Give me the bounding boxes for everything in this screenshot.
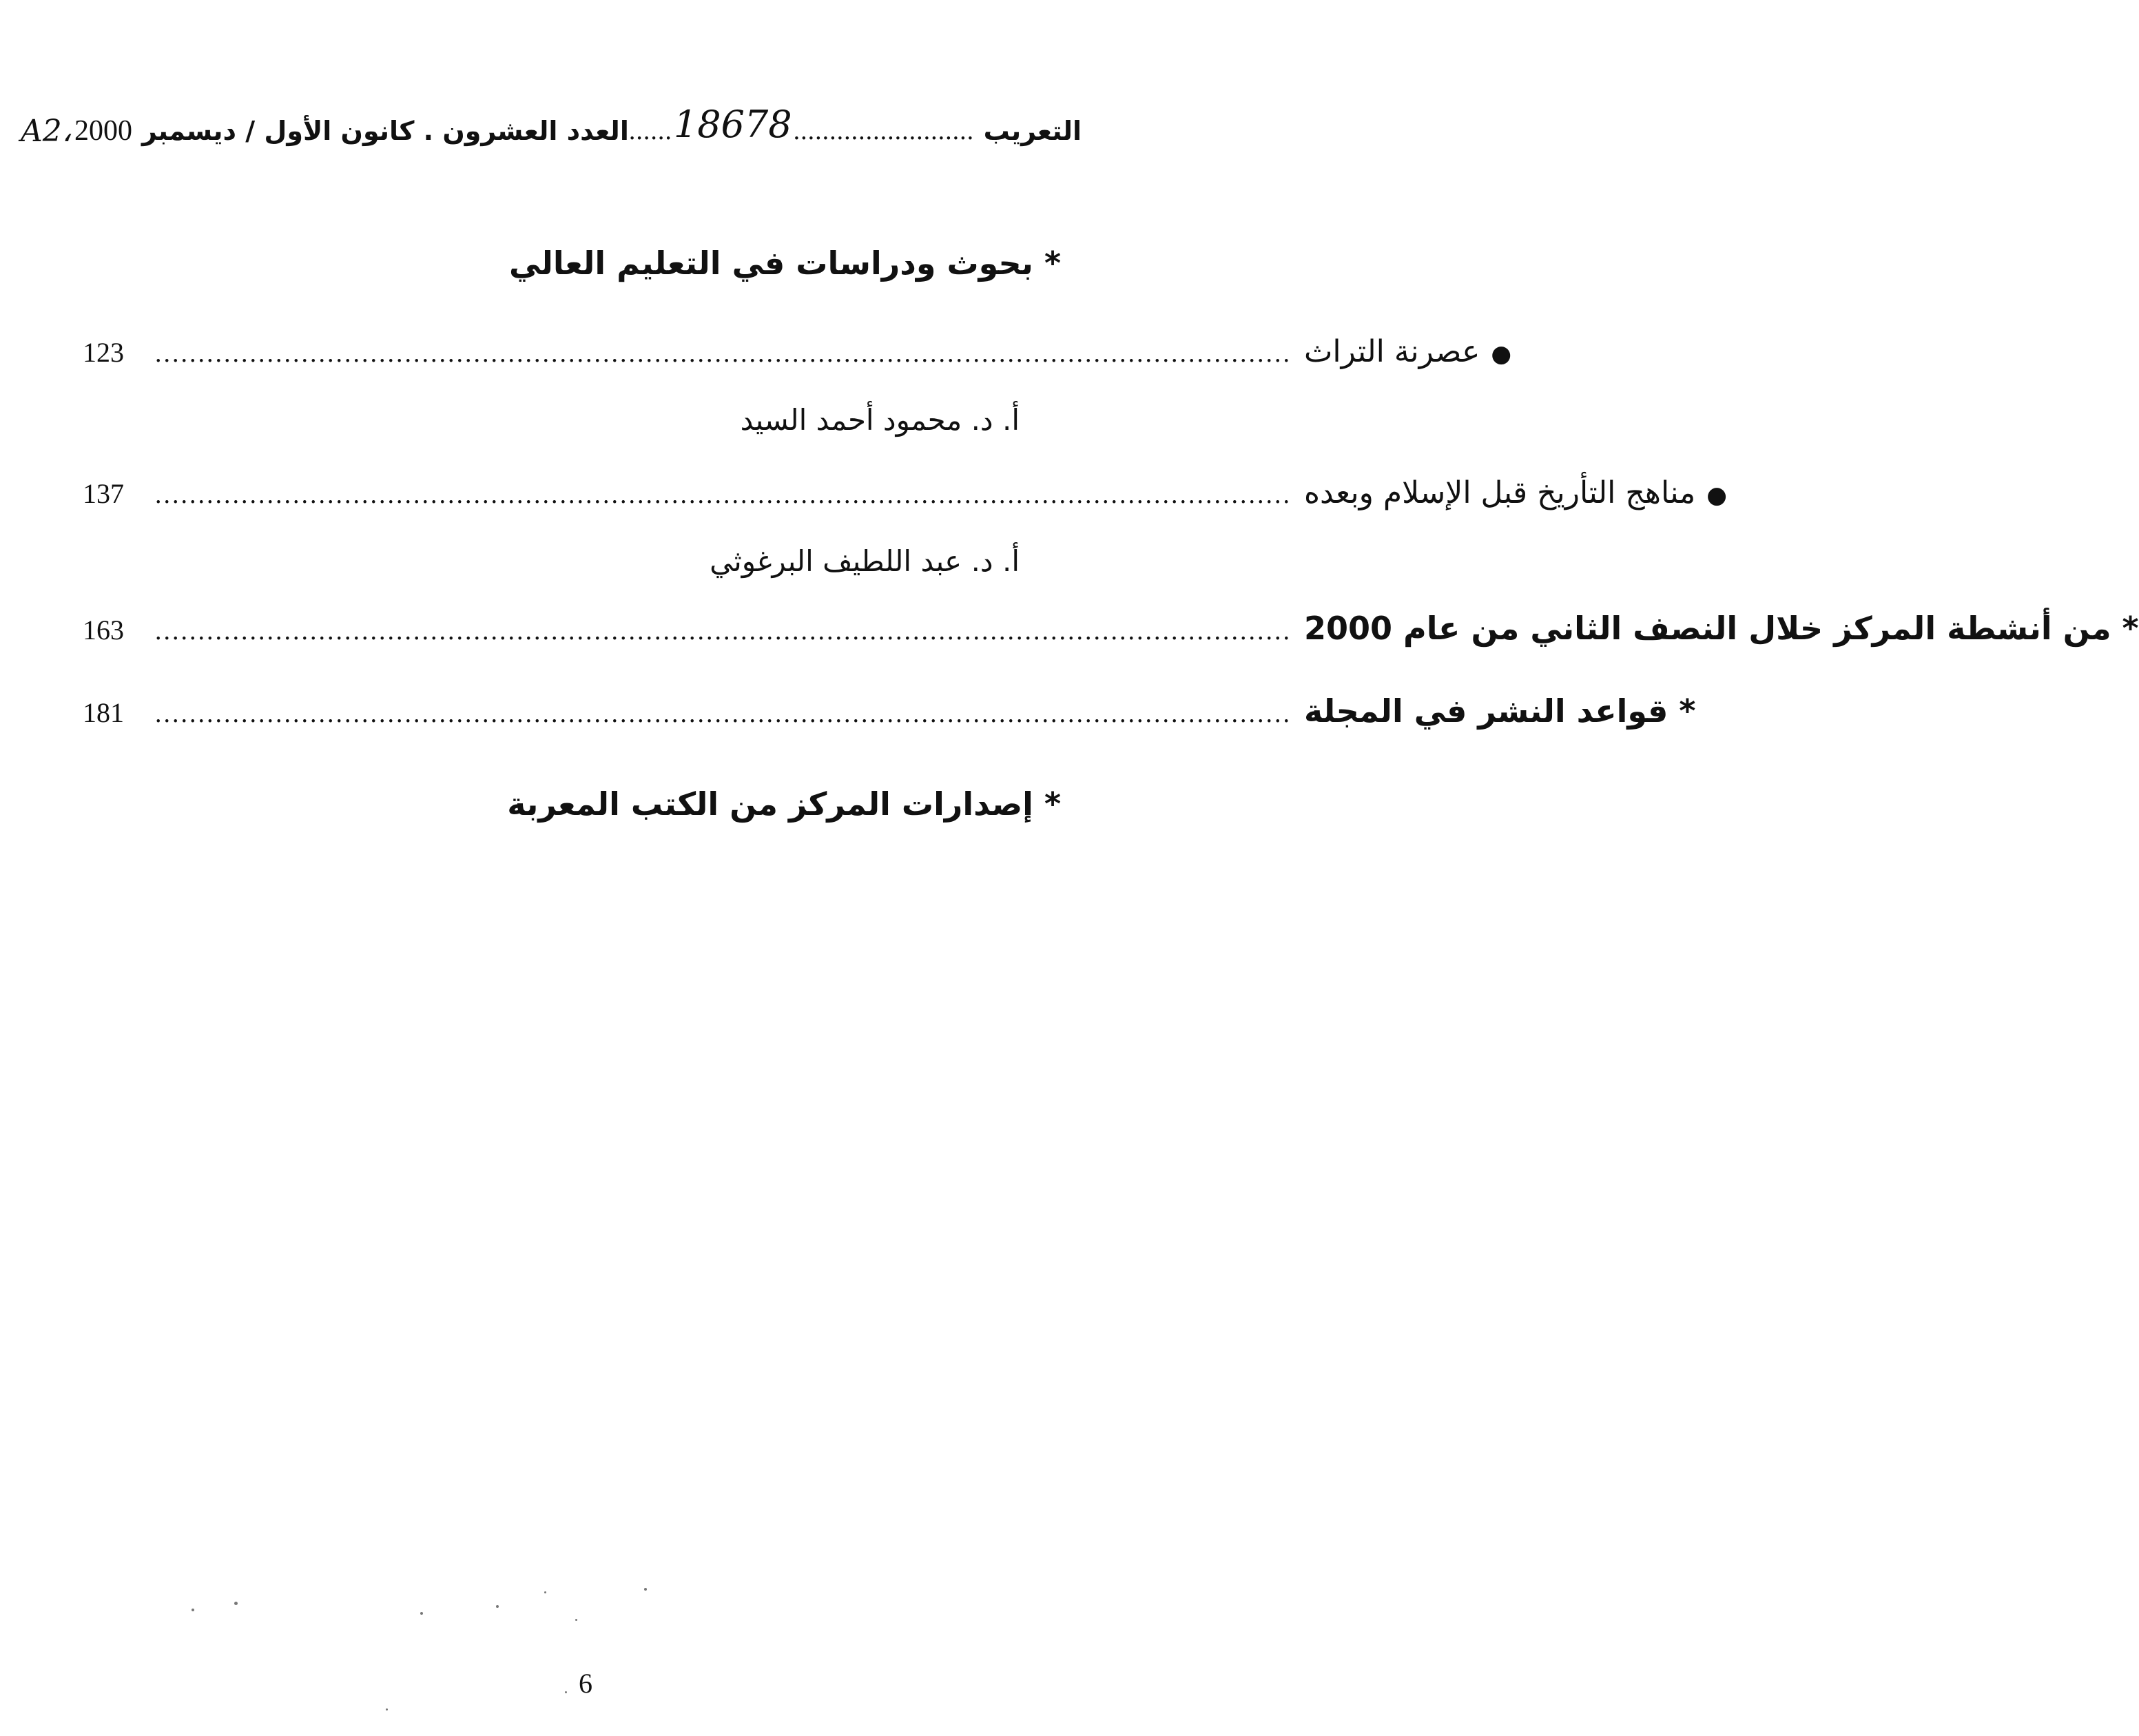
- section-star-icon: *: [1044, 785, 1061, 823]
- toc-page-number: 123: [83, 337, 124, 368]
- header-dots-left: ......: [628, 116, 672, 145]
- dot-leader: ....................................................................................................................................: [155, 699, 1292, 728]
- scan-speck: [420, 1612, 423, 1615]
- bullet-icon: ●: [1491, 340, 1512, 368]
- running-header: [21, 103, 1082, 158]
- scan-speck: [192, 1609, 194, 1611]
- section-title: قواعد النشر في المجلة: [1304, 692, 1668, 730]
- journal-name: التعريب: [983, 116, 1082, 146]
- page-number: 6: [579, 1668, 592, 1699]
- toc-section-entry: [83, 692, 1696, 730]
- toc-entry-author-row: [83, 403, 1020, 437]
- scan-speck: [234, 1602, 238, 1605]
- toc-section-entry: [83, 610, 2139, 647]
- scan-speck: [544, 1591, 546, 1593]
- section-title: إصدارات المركز من الكتب المعربة: [507, 785, 1033, 823]
- toc-section-heading: [83, 785, 1061, 823]
- header-dots-right: .........................: [793, 116, 975, 145]
- section-title: من أنشطة المركز خلال النصف الثاني من عام 2000: [1304, 610, 2111, 647]
- scan-speck: [575, 1619, 577, 1621]
- bullet-icon: ●: [1706, 482, 1727, 509]
- toc-entry-author: أ. د. محمود أحمد السيد: [740, 403, 1020, 437]
- dot-leader: ....................................................................................................................................: [155, 617, 1292, 645]
- section-star-icon: *: [2122, 610, 2139, 647]
- toc-page-number: 137: [83, 478, 124, 509]
- toc-entry-title: مناهج التأريخ قبل الإسلام وبعده: [1304, 475, 1696, 510]
- header-year: 2000: [74, 115, 132, 147]
- dot-leader: ....................................................................................................................................: [155, 339, 1292, 368]
- toc-entry: [83, 475, 1727, 510]
- toc-entry-title: عصرنة التراث: [1304, 334, 1480, 369]
- toc-page-number: 181: [83, 697, 124, 728]
- scan-speck: [644, 1588, 647, 1591]
- scan-speck: [386, 1708, 388, 1711]
- header-issue-line: العدد العشرون . كانون الأول / ديسمبر: [141, 116, 629, 146]
- toc-entry-author-row: [83, 544, 1020, 578]
- section-star-icon: *: [1044, 245, 1061, 282]
- dot-leader: ....................................................................................................................................: [155, 480, 1292, 509]
- section-title: بحوث ودراسات في التعليم العالي: [509, 245, 1033, 282]
- toc-page-number: 163: [83, 614, 124, 645]
- toc-section-heading: [83, 245, 1061, 282]
- toc-entry-author: أ. د. عبد اللطيف البرغوثي: [710, 544, 1020, 578]
- handwritten-note: A2،: [21, 113, 72, 149]
- scan-speck: [496, 1605, 499, 1608]
- section-star-icon: *: [1679, 692, 1696, 730]
- handwritten-issue-number: 18678: [673, 102, 792, 146]
- toc-entry: [83, 334, 1512, 369]
